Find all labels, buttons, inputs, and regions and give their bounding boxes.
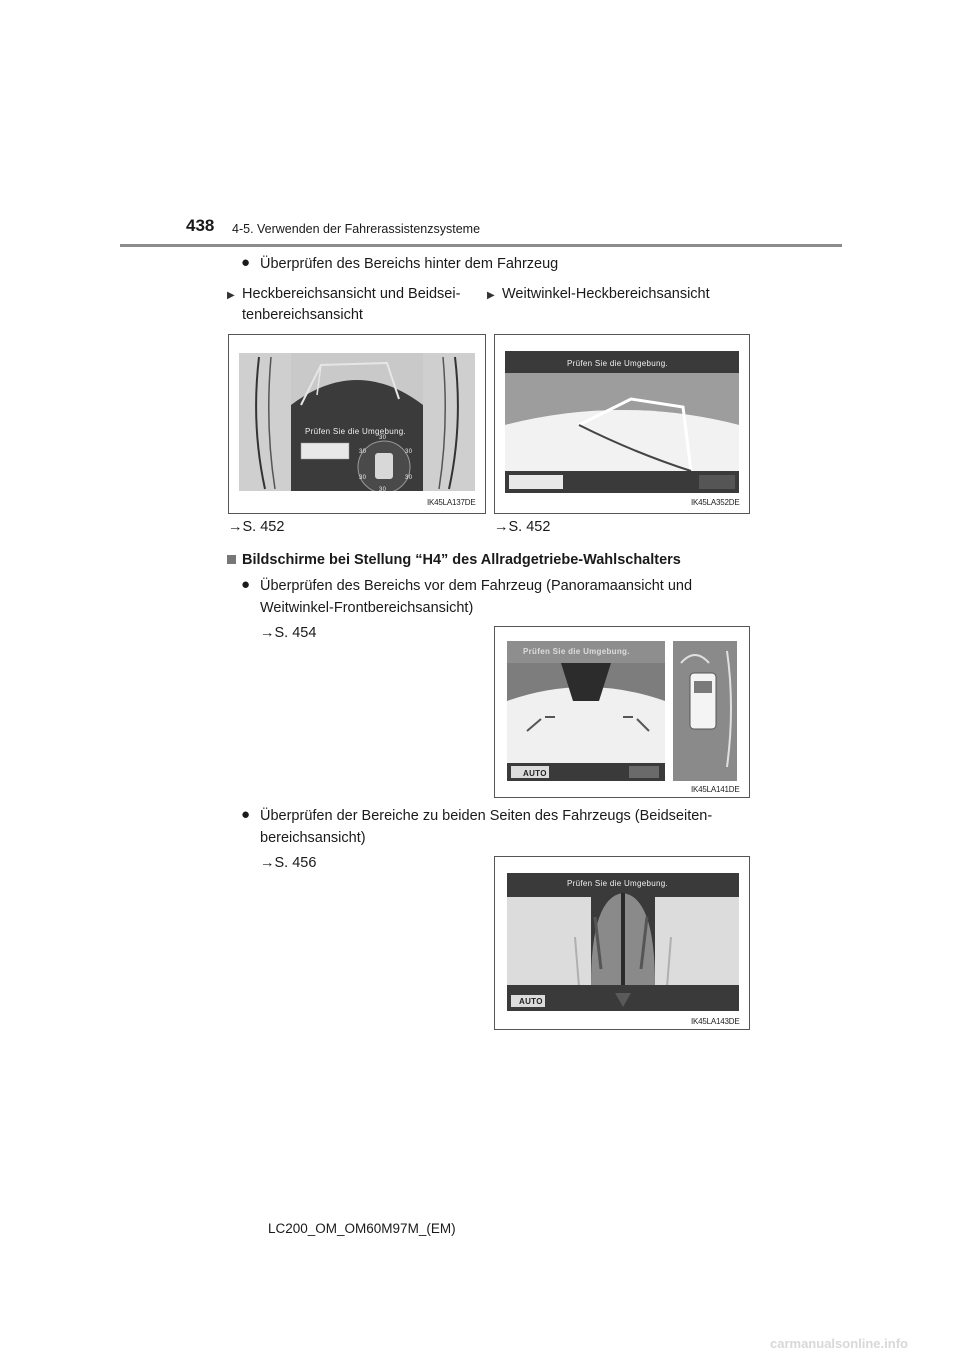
chapter-title: 4-5. Verwenden der Fahrerassistenzsysteme — [232, 222, 481, 236]
watermark: carmanualsonline.info — [770, 1336, 908, 1351]
bullet-icon: ● — [241, 576, 251, 593]
section-heading: Bildschirme bei Stellung “H4” des Allradgetriebe-Wahlschalters — [242, 552, 681, 568]
page-number: 438 — [186, 216, 215, 235]
scale-label: 30 — [405, 475, 413, 481]
triangle-icon: ▶ — [227, 290, 235, 301]
left-page-reference: →S. 452 — [228, 519, 285, 535]
figure-code: IK45LA352DE — [691, 498, 740, 507]
bullet-icon: ● — [241, 806, 251, 823]
rear-bullet-text: Überprüfen des Bereichs hinter dem Fahrzeug — [260, 256, 559, 272]
triangle-icon: ▶ — [487, 290, 495, 301]
screen-message: Prüfen Sie die Umgebung. — [305, 427, 407, 436]
figure-code: IK45LA141DE — [691, 785, 740, 794]
item2-line2: bereichsansicht) — [260, 830, 366, 846]
rear-side-view-illustration — [229, 335, 485, 513]
item1-page-reference: →S. 454 — [260, 625, 317, 641]
figure-code: IK45LA137DE — [427, 498, 476, 507]
screen-message: Prüfen Sie die Umgebung. — [567, 359, 669, 368]
item2-line1: Überprüfen der Bereiche zu beiden Seiten des Fahrzeugs (Beidseiten- — [260, 808, 713, 824]
figure-code: IK45LA143DE — [691, 1017, 740, 1026]
scale-label: 30 — [379, 435, 387, 441]
figure-wide-rear-view — [494, 334, 750, 514]
document-code: LC200_OM_OM60M97M_(EM) — [268, 1221, 456, 1236]
left-caption-line1: Heckbereichsansicht und Beidsei- — [242, 286, 461, 302]
scale-label: 30 — [405, 449, 413, 455]
scale-label: 30 — [379, 487, 387, 493]
item1-line1: Überprüfen des Bereichs vor dem Fahrzeug (Panoramaansicht und — [260, 578, 693, 594]
auto-label: AUTO — [519, 997, 543, 1006]
left-caption-line2: tenbereichsansicht — [242, 307, 363, 323]
item1-line2: Weitwinkel-Frontbereichsansicht) — [260, 600, 474, 616]
screen-message: Prüfen Sie die Umgebung. — [523, 647, 630, 656]
right-caption: Weitwinkel-Heckbereichsansicht — [502, 286, 710, 302]
figure-panorama-front-view — [494, 626, 750, 798]
figure-side-view — [494, 856, 750, 1030]
item2-page-reference: →S. 456 — [260, 855, 317, 871]
header-rule — [120, 244, 842, 247]
screen-message: Prüfen Sie die Umgebung. — [567, 879, 669, 888]
auto-label: AUTO — [523, 769, 547, 778]
figure-rear-side-view — [228, 334, 486, 514]
section-square-icon — [227, 555, 236, 564]
scale-label: 30 — [359, 475, 367, 481]
right-page-reference: →S. 452 — [494, 519, 551, 535]
scale-label: 30 — [359, 449, 367, 455]
bullet-icon: ● — [241, 254, 251, 271]
